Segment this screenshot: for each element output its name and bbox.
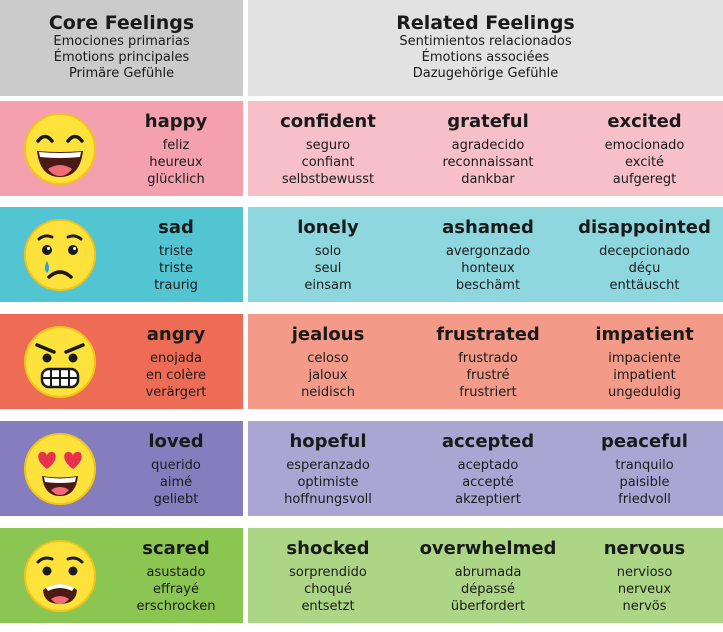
related-cell-sad (248, 207, 723, 302)
crying-face-icon (22, 217, 98, 293)
feeling-row-angry (0, 314, 723, 409)
core-feelings-header (0, 0, 243, 96)
related-cell-scared (248, 528, 723, 623)
related-feeling: confident seguro confiant selbstbewusst (280, 111, 376, 187)
core-cell-scared (0, 528, 243, 623)
core-word-fr: triste (159, 261, 193, 276)
core-word-de: erschrocken (136, 599, 216, 614)
laughing-face-icon (22, 111, 98, 187)
related-feeling: disappointed decepcionado déçu enttäuscht (578, 217, 711, 293)
related-feelings-title: Related Feelings (396, 12, 575, 34)
core-word-es: triste (159, 244, 193, 259)
core-word-es: feliz (162, 138, 190, 153)
core-subtitle-es: Emociones primarias (53, 34, 190, 49)
related-feeling: excited emocionado excité aufgeregt (604, 111, 685, 187)
core-feelings-title: Core Feelings (48, 12, 195, 34)
core-word: loved (148, 431, 204, 452)
related-feeling: frustrated frustrado frustré frustriert (436, 324, 540, 400)
related-feeling: jealous celoso jaloux neidisch (291, 324, 365, 400)
core-word-de: glücklich (147, 172, 205, 187)
related-feeling: accepted aceptado accepté akzeptiert (441, 431, 535, 507)
heart-eyes-face-icon (22, 431, 98, 507)
core-word-es: asustado (146, 565, 206, 580)
feeling-row-loved (0, 421, 723, 516)
related-feelings-header (248, 0, 723, 96)
feeling-row-happy (0, 101, 723, 196)
core-word: scared (142, 538, 210, 559)
core-word-de: traurig (154, 278, 198, 293)
core-subtitle-de: Primäre Gefühle (68, 66, 175, 81)
related-subtitle-es: Sentimientos relacionados (399, 34, 572, 49)
angry-face-icon (22, 324, 98, 400)
core-word-fr: en colère (145, 368, 207, 383)
related-feeling: hopeful esperanzado optimiste hoffnungsvoll (284, 431, 372, 507)
core-word: sad (158, 217, 194, 238)
related-feeling: lonely solo seul einsam (297, 217, 359, 293)
related-subtitle-de: Dazugehörige Gefühle (412, 66, 559, 81)
core-cell-loved (0, 421, 243, 516)
core-word: angry (146, 324, 206, 345)
core-subtitle-fr: Émotions principales (53, 50, 190, 65)
core-word-es: querido (151, 458, 201, 473)
related-cell-angry (248, 314, 723, 409)
core-word-fr: effrayé (153, 582, 199, 597)
related-cell-happy (248, 101, 723, 196)
related-feeling: overwhelmed abrumada dépassé überfordert (419, 538, 557, 614)
core-word-es: enojada (150, 351, 202, 366)
core-word-fr: heureux (149, 155, 203, 170)
related-subtitle-fr: Émotions associées (421, 50, 550, 65)
core-cell-sad (0, 207, 243, 302)
related-feeling: nervous nervioso nerveux nervös (603, 538, 686, 614)
core-cell-angry (0, 314, 243, 409)
related-cell-loved (248, 421, 723, 516)
core-word: happy (144, 111, 208, 132)
related-feeling: shocked sorprendido choqué entsetzt (286, 538, 370, 614)
core-word-fr: aimé (159, 475, 193, 490)
related-feeling: ashamed avergonzado honteux beschämt (442, 217, 534, 293)
core-cell-happy (0, 101, 243, 196)
feeling-row-scared (0, 528, 723, 623)
core-word-de: verärgert (145, 385, 207, 400)
scared-face-icon (22, 538, 98, 614)
related-feeling: impatient impaciente impatient ungeduldig (595, 324, 694, 400)
core-word-de: geliebt (153, 492, 199, 507)
feeling-row-sad (0, 207, 723, 302)
related-feeling: peaceful tranquilo paisible friedvoll (601, 431, 688, 507)
related-feeling: grateful agradecido reconnaissant dankbar (442, 111, 534, 187)
